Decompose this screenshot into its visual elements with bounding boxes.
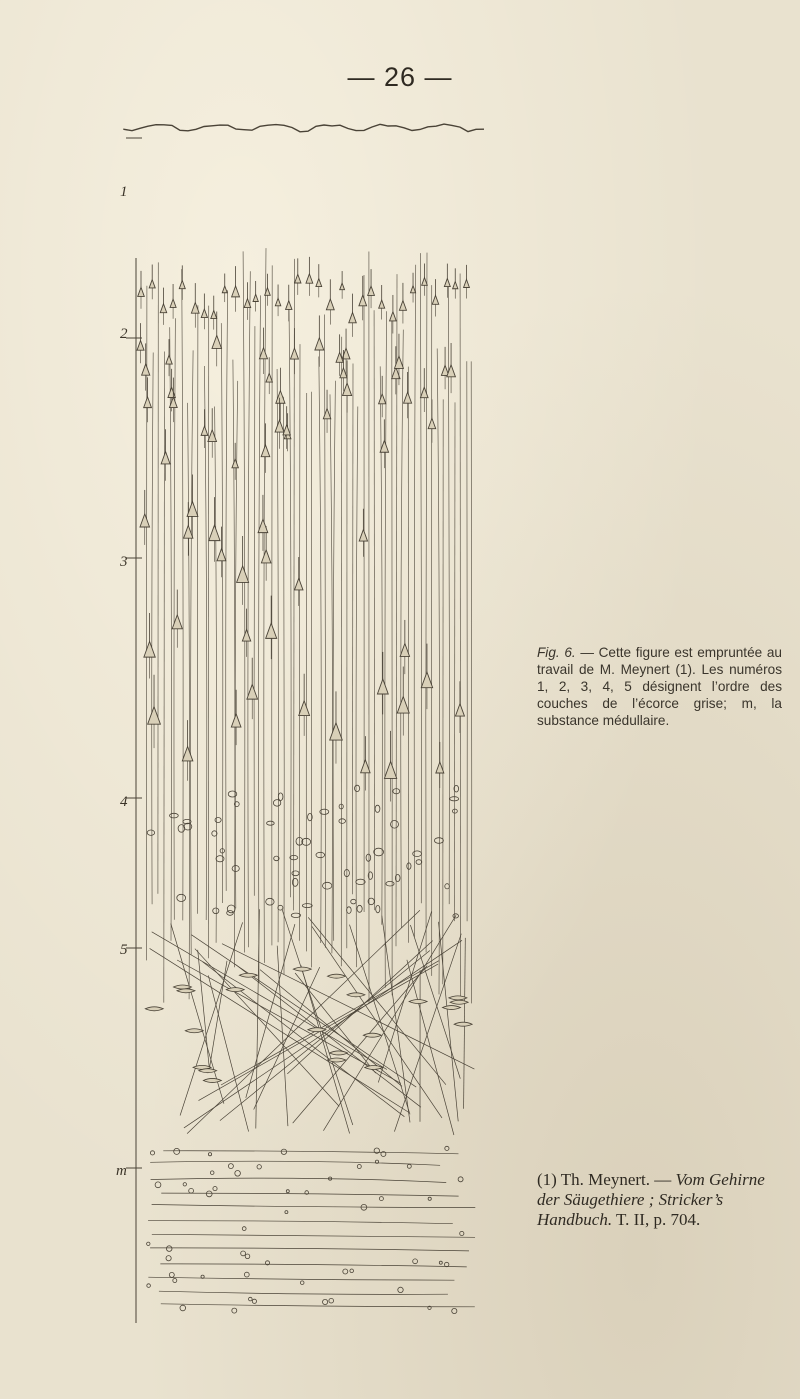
- cortex-figure: [118, 108, 490, 1358]
- cortex-illustration: [118, 108, 490, 1358]
- footnote: [537, 1170, 787, 1230]
- layer-label-3: 3: [120, 554, 128, 570]
- footnote-title: Vom Gehirne der Säugethiere ; Stricker’s Handbuch.: [537, 1170, 765, 1229]
- layer-label-5: 5: [120, 942, 128, 958]
- footnote-author: Th. Meynert. —: [556, 1170, 676, 1189]
- layer-label-4: 4: [120, 794, 128, 810]
- figure-caption: [537, 644, 782, 729]
- figure-label: Fig. 6.: [537, 645, 576, 660]
- page-number: — 26 —: [347, 62, 453, 92]
- layer-label-1: 1: [120, 184, 128, 200]
- layer-label-m: m: [116, 1163, 127, 1179]
- layer-label-2: 2: [120, 326, 128, 342]
- caption-text: — Cette figure est empruntée au travail de M. Meynert (1). Les numéros 1, 2, 3, 4, 5 désignent l’ordre des couches de l’écorce grise; m, la substance médullaire.: [537, 645, 782, 728]
- footnote-marker: (1): [537, 1170, 557, 1189]
- footnote-ref: T. II, p. 704.: [612, 1210, 701, 1229]
